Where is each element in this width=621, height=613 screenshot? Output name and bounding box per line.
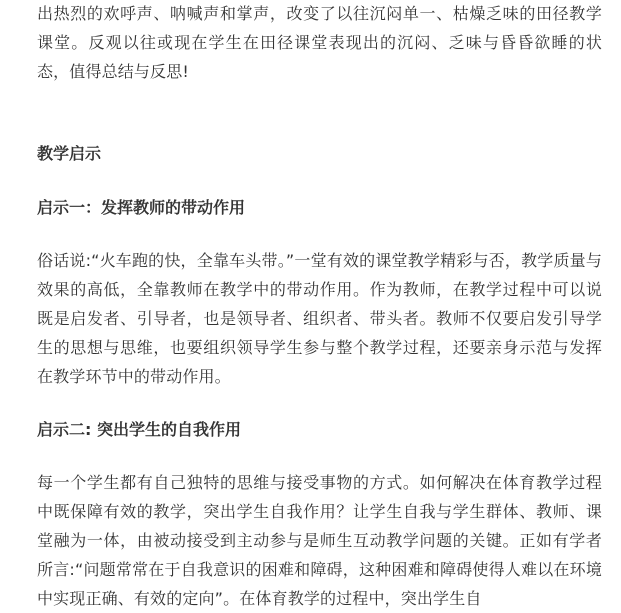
spacer [37,168,602,193]
spacer [37,222,602,246]
spacer [37,444,602,468]
article-body [37,0,602,613]
insight2-paragraph: 每一个学生都有自己独特的思维与接受事物的方式。如何解决在体育教学过程中既保障有效的教学，突出学生自我作用？让学生自我与学生群体、教师、课堂融为一体，由被动接受到主动参与是师生互动教学问题的关键。正如有学者所言:“问题常常在于自我意识的困难和障碍，这种困难和障碍使得人难以在环境中实现正确、有效的定向”。在体育教学的过程中，突出学生自 [37,473,602,608]
spacer [37,86,602,139]
insight1-title: 启示一：发挥教师的带动作用 [37,198,246,217]
section-title: 教学启示 [37,144,102,163]
insight1-paragraph: 俗话说:“火车跑的快，全靠车头带。”一堂有效的课堂教学精彩与否，教学质量与效果的高低，全靠教师在教学中的带动作用。作为教师，在教学过程中可以说既是启发者、引导者，也是领导者、组织者、带头者。教师不仅要启发引导学生的思想与思维，也要组织领导学生参与整个教学过程，还要亲身示范与发挥在教学环节中的带动作用。 [37,251,602,386]
spacer [37,391,602,415]
intro-paragraph: 出热烈的欢呼声、呐喊声和掌声，改变了以往沉闷单一、枯燥乏味的田径教学课堂。反观以往或现在学生在田径课堂表现出的沉闷、乏味与昏昏欲睡的状态，值得总结与反思! [37,4,602,81]
insight2-title: 启示二: 突出学生的自我作用 [37,420,241,439]
